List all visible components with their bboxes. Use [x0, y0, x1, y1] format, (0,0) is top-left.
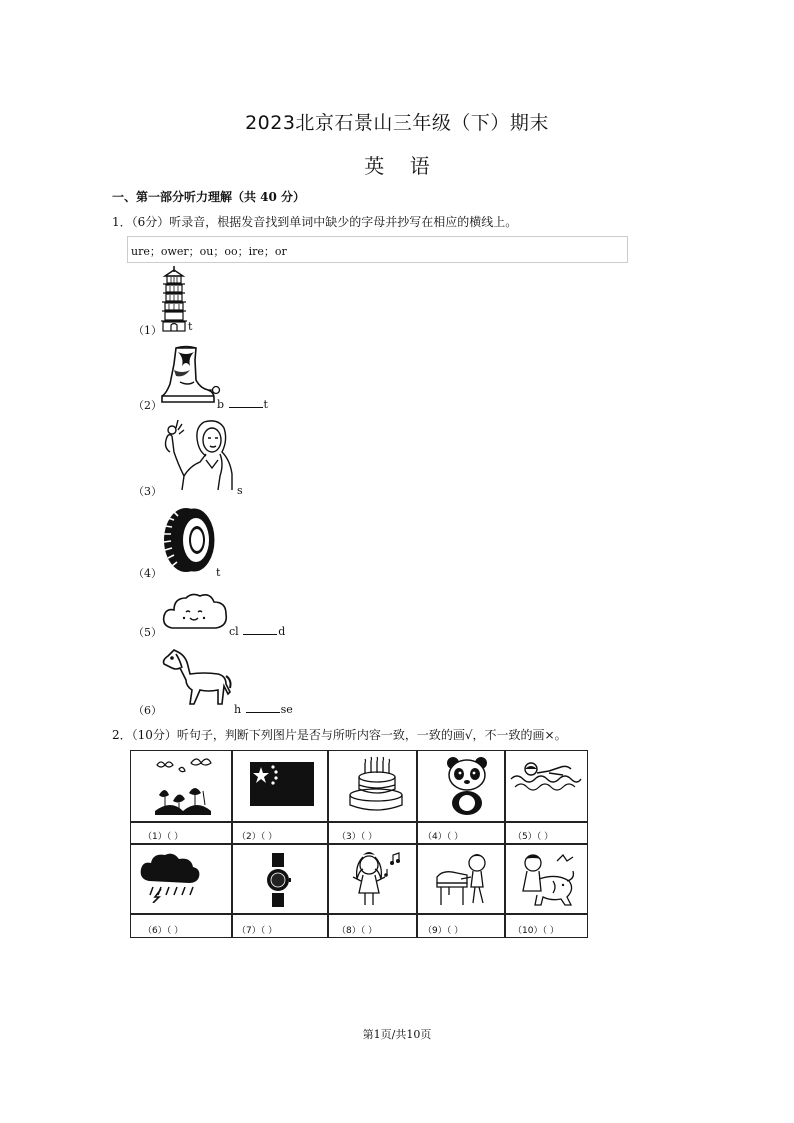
- item-number: （5）: [133, 626, 162, 639]
- page-number: 第1页/共10页: [362, 1028, 432, 1041]
- panda-icon: [445, 755, 489, 817]
- butterflies-flowers-icon: [151, 755, 215, 817]
- elephant-child-icon: [517, 851, 579, 909]
- cell-label: （8）（ ）: [337, 926, 378, 936]
- cell-label: （4）（ ）: [423, 832, 464, 842]
- cell-label: （1）（ ）: [143, 832, 184, 842]
- answer-blank[interactable]: [243, 624, 277, 635]
- subject-title: 英 语: [364, 154, 430, 178]
- cell-label: （3）（ ）: [337, 832, 378, 842]
- word-suffix: se: [280, 703, 293, 716]
- word-suffix: t: [188, 320, 193, 333]
- word-line-3: [237, 484, 243, 497]
- woman-ok-sign-icon: [160, 416, 238, 492]
- answer-blank[interactable]: [246, 702, 280, 713]
- cloud-icon: [160, 590, 230, 634]
- swimming-icon: [509, 759, 583, 795]
- piano-boy-icon: [433, 851, 497, 909]
- word-prefix: cl: [229, 625, 239, 638]
- cell-label: （7）（ ）: [237, 926, 278, 936]
- word-line-2: [217, 397, 268, 411]
- word-suffix: d: [278, 625, 286, 638]
- section-heading: 一、第一部分听力理解（共 40 分）: [112, 190, 306, 204]
- rain-cloud-icon: [139, 853, 201, 903]
- page-title: 2023北京石景山三年级（下）期末: [245, 112, 549, 134]
- boot-icon: [160, 344, 222, 406]
- answer-blank[interactable]: [229, 397, 263, 408]
- cell-label: （9）（ ）: [423, 926, 464, 936]
- cell-label: （6）（ ）: [143, 926, 184, 936]
- item-number: （2）: [133, 399, 162, 412]
- word-suffix: t: [216, 566, 221, 579]
- tower-icon: [160, 264, 188, 332]
- word-line-1: [188, 320, 192, 333]
- word-prefix: h: [234, 703, 242, 716]
- item-number: （1）: [133, 324, 162, 337]
- word-suffix: t: [263, 398, 268, 411]
- cell-label: （10）（ ）: [513, 926, 559, 936]
- horse-icon: [160, 646, 234, 708]
- question-2-prompt: 2．（10分）听句子，判断下列图片是否与所听内容一致，一致的画√，不一致的画×。: [112, 728, 567, 742]
- word-bank: ure；ower；ou；oo；ire；or: [127, 236, 628, 263]
- watch-icon: [265, 853, 291, 907]
- item-number: （3）: [133, 485, 162, 498]
- tire-icon: [160, 506, 216, 574]
- picture-grid: [130, 750, 588, 938]
- question-1-prompt: 1．（6分）听录音，根据发音找到单词中缺少的字母并抄写在相应的横线上。: [112, 215, 518, 229]
- cell-label: （5）（ ）: [513, 832, 554, 842]
- word-prefix: b: [217, 398, 225, 411]
- word-suffix: s: [237, 484, 243, 497]
- item-number: （6）: [133, 704, 162, 717]
- item-number: （4）: [133, 567, 162, 580]
- china-flag-icon: [249, 761, 315, 807]
- word-line-6: [234, 702, 293, 716]
- birthday-cake-icon: [345, 755, 407, 817]
- word-line-4: [216, 566, 220, 579]
- cell-label: （2）（ ）: [237, 832, 278, 842]
- singing-girl-icon: [349, 849, 405, 911]
- word-line-5: [229, 624, 285, 638]
